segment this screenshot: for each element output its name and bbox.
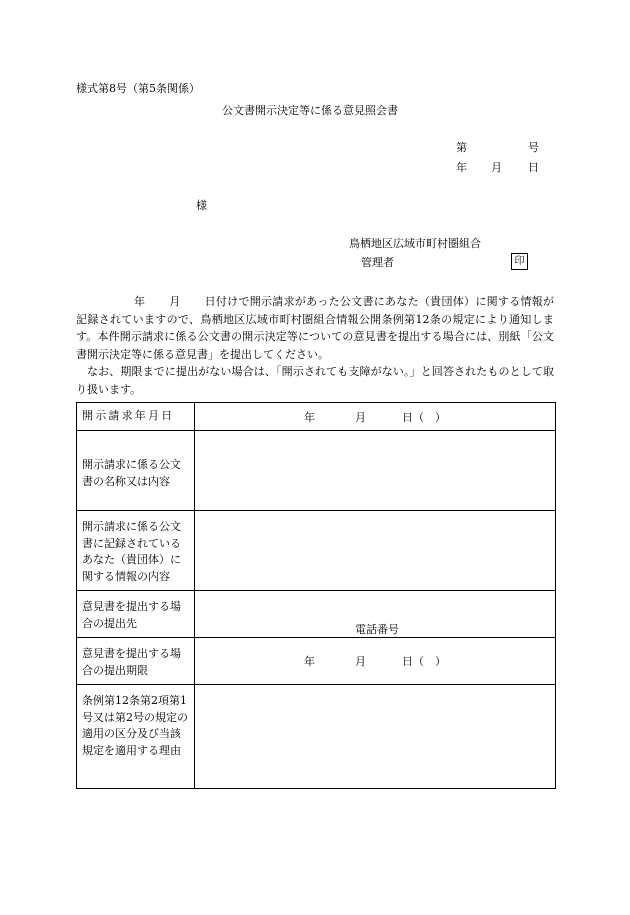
document-title: 公文書開示決定等に係る意見照会書 bbox=[222, 104, 398, 117]
issue-date-day: 日 bbox=[528, 161, 539, 174]
table-value[interactable] bbox=[195, 511, 556, 591]
table-row bbox=[77, 638, 556, 685]
table-value[interactable] bbox=[195, 431, 556, 511]
doc-number-suffix: 号 bbox=[528, 141, 539, 154]
table-value-date[interactable] bbox=[195, 403, 556, 431]
table-label: 意見書を提出する場合の提出先 bbox=[77, 591, 195, 638]
phone-label: 電話番号 bbox=[355, 623, 399, 636]
request-info-table bbox=[76, 402, 556, 789]
table-row bbox=[77, 403, 556, 431]
sender-organization: 鳥栖地区広域市町村圏組合 bbox=[349, 237, 481, 250]
table-value-date[interactable] bbox=[195, 638, 556, 685]
table-row bbox=[77, 591, 556, 638]
table-label: 条例第12条第2項第1号又は第2号の規定の適用の区分及び当該規定を適用する理由 bbox=[77, 685, 195, 789]
table-row bbox=[77, 511, 556, 591]
date-month: 月 bbox=[355, 410, 366, 424]
table-label: 開示請求に係る公文書に記録されているあなた（貴団体）に関する情報の内容 bbox=[77, 511, 195, 591]
table-value-destination[interactable] bbox=[195, 591, 556, 638]
date-day: 日（ ） bbox=[402, 410, 446, 424]
table-label: 開示請求年月日 bbox=[77, 403, 195, 431]
table-label: 開示請求に係る公文書の名称又は内容 bbox=[77, 431, 195, 511]
body-text: 日付けで開示請求があった公文書にあなた（貴団体）に関する情報が記録されていますので、鳥栖地区広域市町村圏組合情報公開条例第12条の規定により通知します。本件開示請求に係る公文書の開示決定等についての意見書を提出する場合には、別紙「公文書開示決定等に係る意見書」を提出してください。 bbox=[76, 295, 555, 361]
body-year: 年 bbox=[134, 295, 146, 308]
issue-date-year: 年 bbox=[456, 161, 467, 174]
date-month: 月 bbox=[355, 655, 366, 668]
sender-title: 管理者 bbox=[361, 256, 394, 269]
doc-number-prefix: 第 bbox=[456, 141, 467, 154]
table-row bbox=[77, 685, 556, 789]
date-year: 年 bbox=[304, 655, 315, 668]
seal-mark: 印 bbox=[511, 253, 528, 270]
table-label: 意見書を提出する場合の提出期限 bbox=[77, 638, 195, 685]
body-month: 月 bbox=[169, 295, 181, 308]
issue-date-month: 月 bbox=[491, 161, 502, 174]
form-number: 様式第8号（第5条関係） bbox=[76, 82, 200, 95]
note-paragraph: なお、期限までに提出がない場合は、「開示されても支障がない。」と回答されたものとして取り扱います。 bbox=[76, 365, 554, 396]
body-paragraph bbox=[76, 293, 554, 363]
table-value[interactable] bbox=[195, 685, 556, 789]
addressee-suffix: 様 bbox=[196, 199, 207, 212]
date-year: 年 bbox=[304, 410, 315, 424]
table-row bbox=[77, 431, 556, 511]
date-day: 日（ ） bbox=[402, 655, 446, 668]
